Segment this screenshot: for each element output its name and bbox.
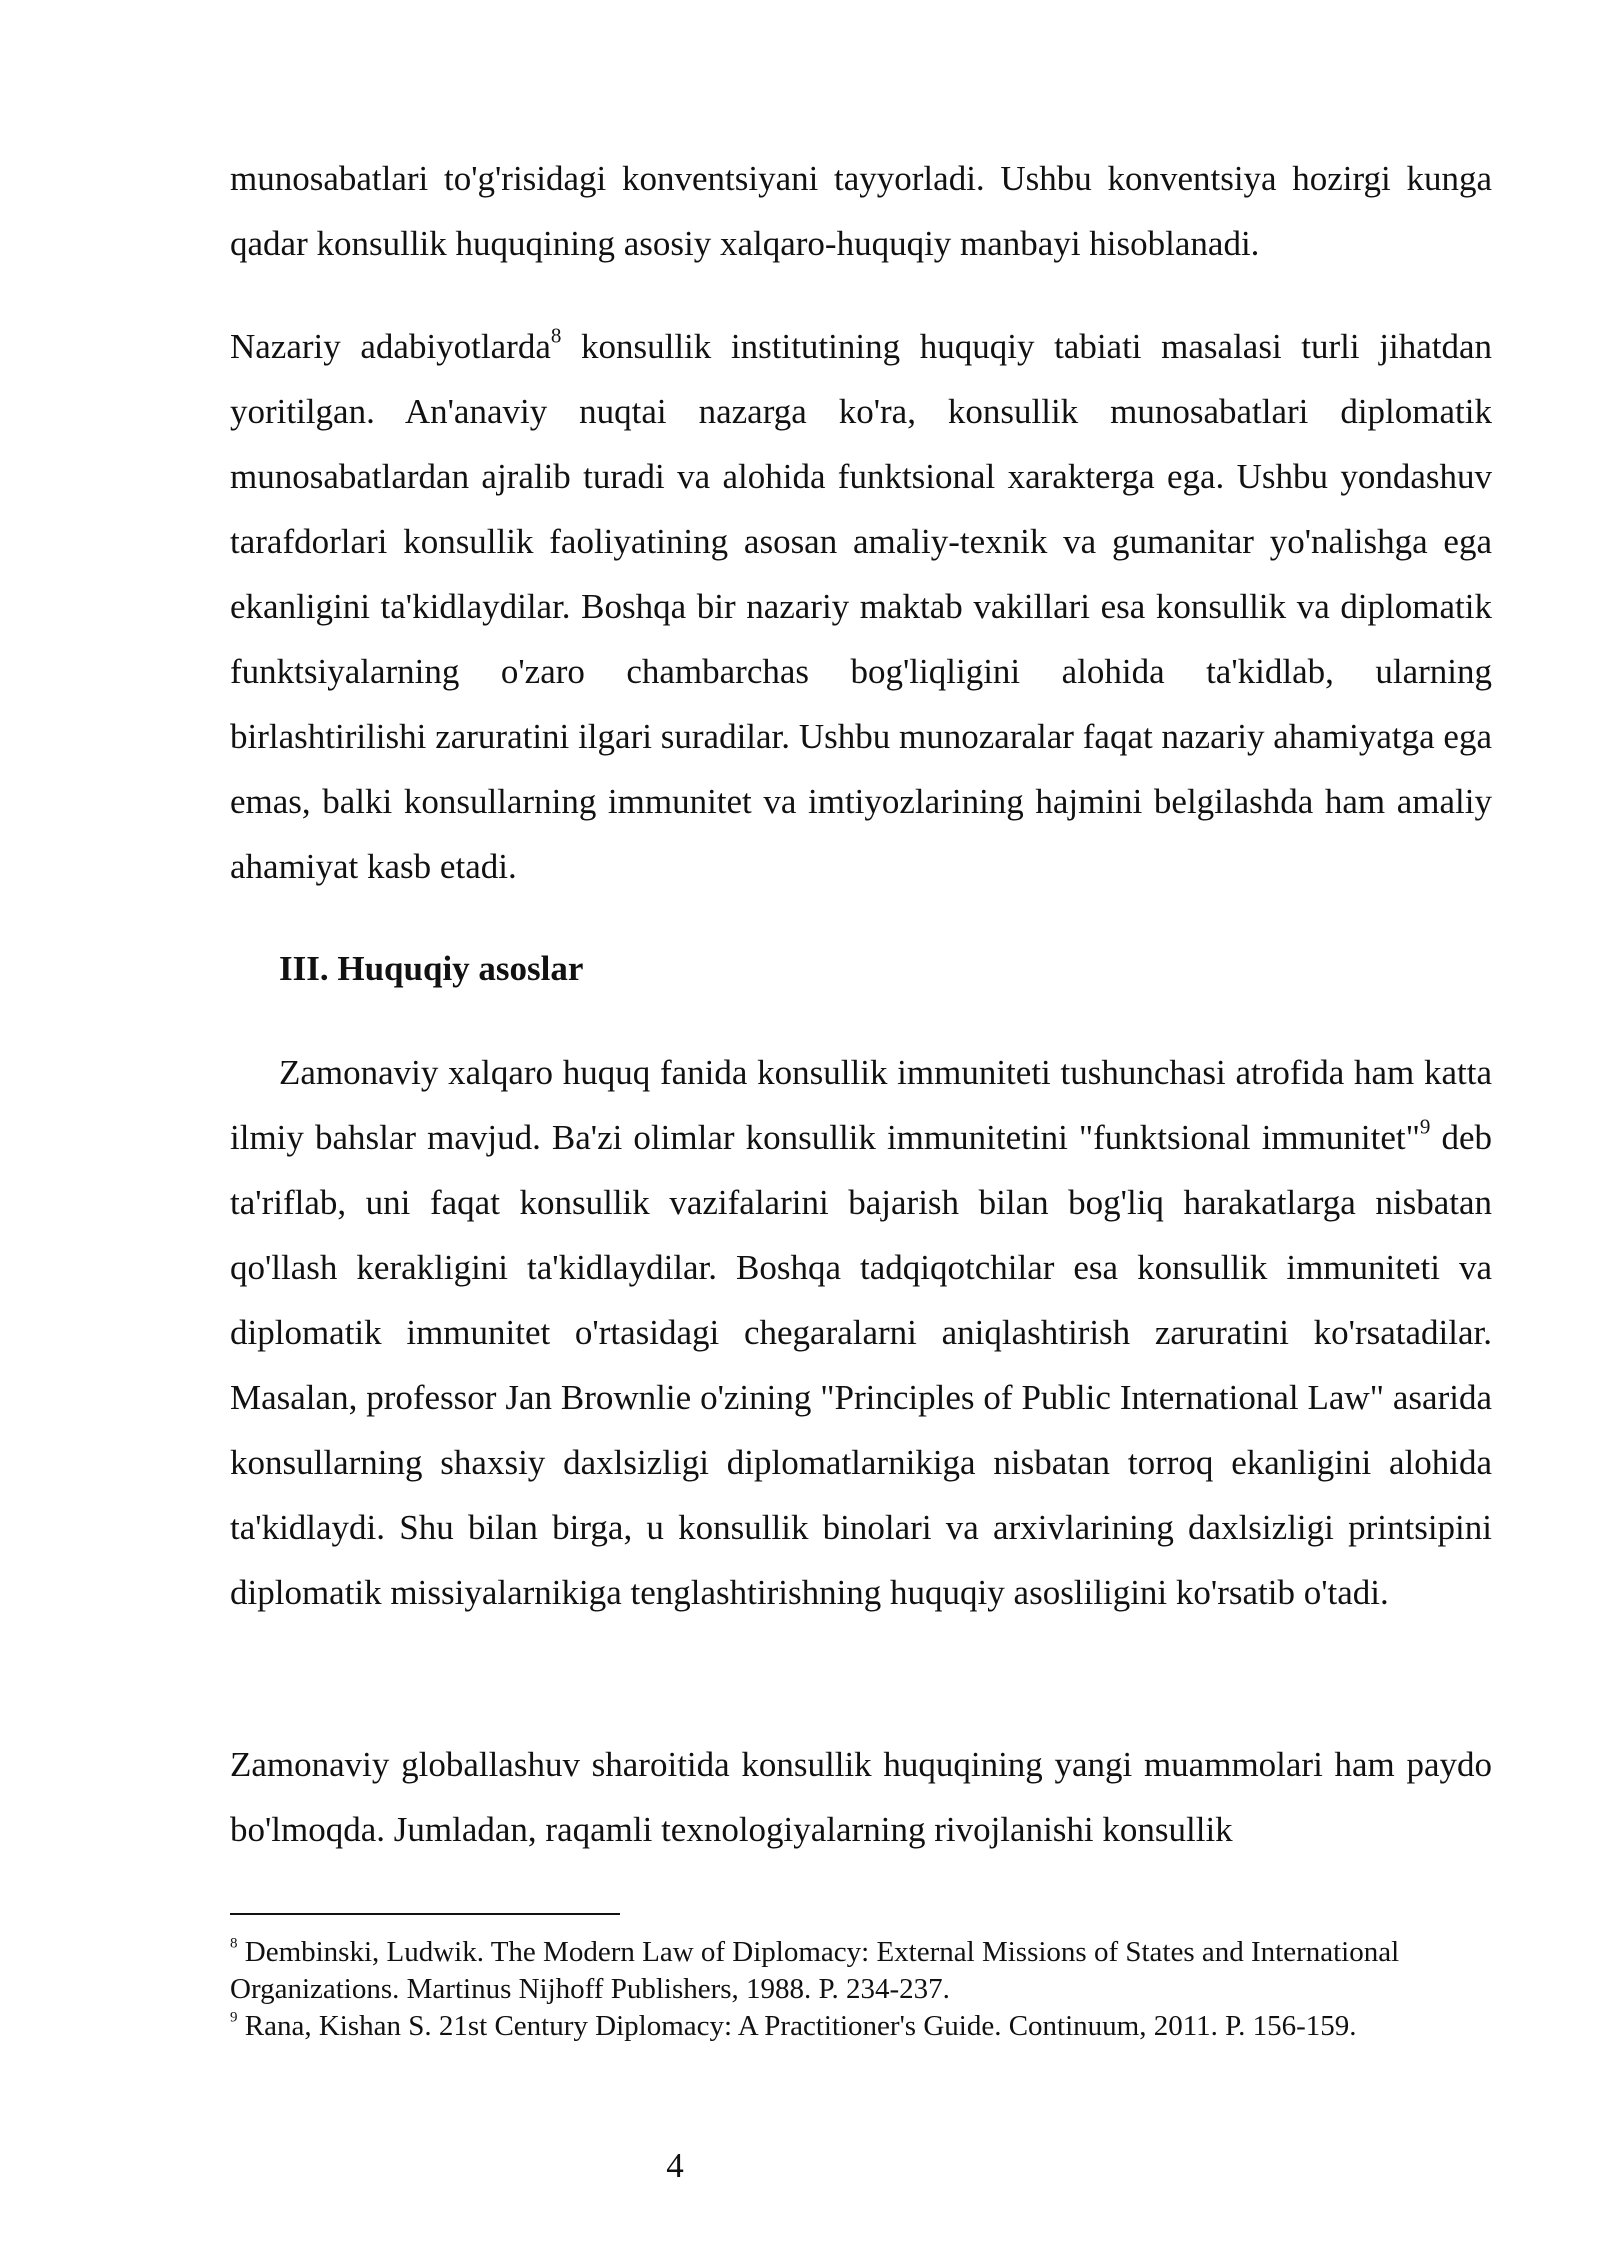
paragraph-2-text-start: Nazariy adabiyotlarda bbox=[230, 327, 551, 366]
footnote-8-text: Dembinski, Ludwik. The Modern Law of Diplomacy: External Missions of States and International Organizations. Martinus Nijhoff Publishers, 1988. P. 234-237. bbox=[230, 1936, 1400, 2005]
footnote-9 bbox=[230, 2008, 1492, 2045]
footnote-9-text: Rana, Kishan S. 21st Century Diplomacy: A Practitioner's Guide. Continuum, 2011. P. 156-159. bbox=[237, 2010, 1357, 2042]
footnote-separator bbox=[230, 1913, 620, 1915]
footnote-9-mark: 9 bbox=[230, 2009, 238, 2026]
section-heading: III. Huquqiy asoslar bbox=[279, 949, 584, 988]
page-number: 4 bbox=[666, 2146, 684, 2185]
paragraph-1-text: munosabatlari to'g'risidagi konventsiyani tayyorladi. Ushbu konventsiya hozirgi kunga qadar konsullik huquqining asosiy xalqaro-huquqiy manbayi hisoblanadi. bbox=[230, 159, 1492, 263]
paragraph-3 bbox=[230, 1040, 1492, 1625]
paragraph-1 bbox=[230, 146, 1492, 276]
footnote-8-mark: 8 bbox=[230, 1935, 238, 1952]
footnote-ref-9[interactable]: 9 bbox=[1419, 1114, 1431, 1139]
footnote-8 bbox=[230, 1934, 1492, 2008]
paragraph-2-text-end: konsullik institutining huquqiy tabiati masalasi turli jihatdan yoritilgan. An'anaviy nuqtai nazarga ko'ra, konsullik munosabatlari diplomatik munosabatlardan ajralib turadi va alohida funktsional xarakterga ega. Ushbu yondashuv tarafdorlari konsullik faoliyatining asosan amaliy-texnik va gumanitar yo'nalishga ega ekanligini ta'kidlaydilar. Boshqa bir nazariy maktab vakillari esa konsullik va diplomatik funktsiyalarning o'zaro chambarchas bog'liqligini alohida ta'kidlab, ularning birlashtirilishi zaruratini ilgari suradilar. Ushbu munozaralar faqat nazariy ahamiyatga ega emas, balki konsullarning immunitet va imtiyozlarining hajmini belgilashda ham amaliy ahamiyat kasb etadi. bbox=[230, 327, 1492, 886]
paragraph-3-text-start: Zamonaviy xalqaro huquq fanida konsullik immuniteti tushunchasi atrofida ham katta ilmiy bahslar mavjud. Ba'zi olimlar konsullik immunitetini "funktsional immunitet" bbox=[230, 1053, 1492, 1157]
footnote-ref-8[interactable]: 8 bbox=[550, 323, 562, 348]
paragraph-3-text-end: deb ta'riflab, uni faqat konsullik vazifalarini bajarish bilan bog'liq harakatlarga nisbatan qo'llash kerakligini ta'kidlaydilar. Boshqa tadqiqotchilar esa konsullik immuniteti va diplomatik immunitet o'rtasidagi chegaralarni aniqlashtirish zaruratini ko'rsatadilar. Masalan, professor Jan Brownlie o'zining "Principles of Public International Law" asarida konsullarning shaxsiy daxlsizligi diplomatlarnikiga nisbatan torroq ekanligini alohida ta'kidlaydi. Shu bilan birga, u konsullik binolari va arxivlarining daxlsizligi printsipini diplomatik missiyalarnikiga tenglashtirishning huquqiy asosliligini ko'rsatib o'tadi. bbox=[230, 1118, 1492, 1612]
paragraph-4 bbox=[230, 1732, 1492, 1862]
paragraph-4-text: Zamonaviy globallashuv sharoitida konsullik huquqining yangi muammolari ham paydo bo'lmoqda. Jumladan, raqamli texnologiyalarning rivojlanishi konsullik bbox=[230, 1745, 1492, 1849]
paragraph-2 bbox=[230, 314, 1492, 899]
